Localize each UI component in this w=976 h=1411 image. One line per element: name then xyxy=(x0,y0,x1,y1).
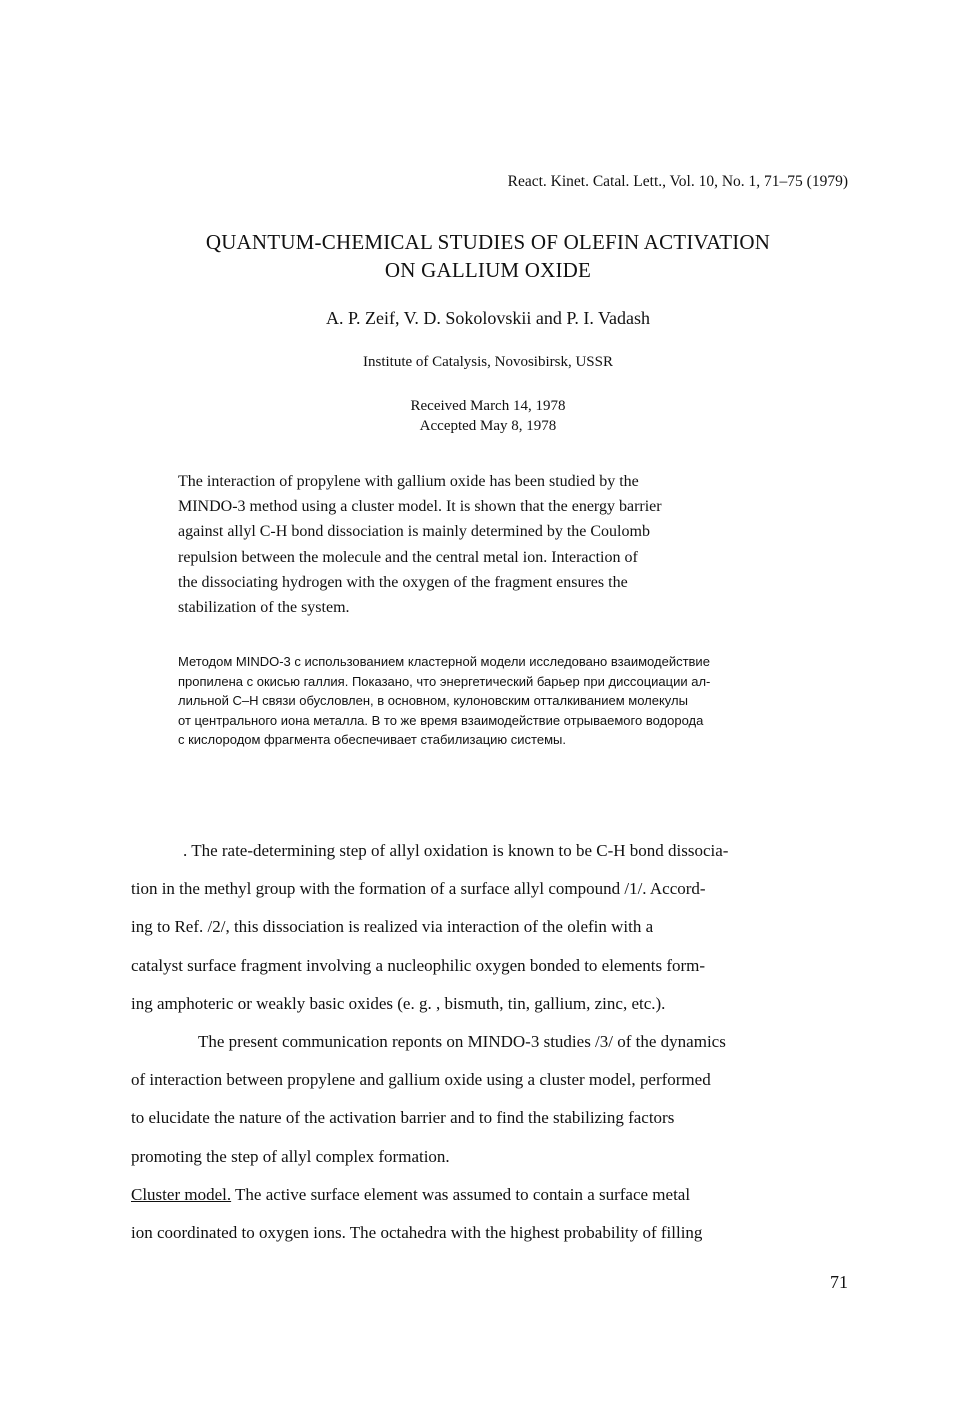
abstract-en-line: the dissociating hydrogen with the oxygen of the fragment ensures the xyxy=(178,573,628,591)
body-line-rest: The active surface element was assumed to contain a surface metal xyxy=(231,1184,691,1204)
abstract-ru-line: Методом MINDO-3 с использованием кластерной модели исследовано взаимодействие xyxy=(178,654,710,669)
abstract-ru-line: пропилена с окисью галлия. Показано, что энергетический барьер при диссоциации ал- xyxy=(178,673,711,689)
abstract-russian xyxy=(178,652,868,750)
received-date: Received March 14, 1978 xyxy=(410,398,566,414)
authors: A. P. Zeif, V. D. Sokolovskii and P. I. Vadash xyxy=(325,308,651,328)
abstract-english xyxy=(178,469,858,620)
body-line xyxy=(131,1176,891,1214)
body-line: catalyst surface fragment involving a nucleophilic oxygen bonded to elements form- xyxy=(131,955,706,975)
body-line: promoting the step of allyl complex formation. xyxy=(131,1146,450,1166)
abstract-en-line: MINDO-3 method using a cluster model. It is shown that the energy barrier xyxy=(178,498,662,516)
abstract-ru-line: лильной C–H связи обусловлен, в основном, кулоновским отталкиванием молекулы xyxy=(178,693,688,708)
body-line: The present communication reponts on MINDO-3 studies /3/ of the dynamics xyxy=(198,1032,726,1052)
body-line: to elucidate the nature of the activation barrier and to find the stabilizing factors xyxy=(131,1108,675,1128)
abstract-en-line: stabilization of the system. xyxy=(178,599,350,617)
abstract-ru-line: с кислородом фрагмента обеспечивает стабилизацию системы. xyxy=(178,732,566,747)
body-line: ion coordinated to oxygen ions. The octahedra with the highest probability of filling xyxy=(131,1223,703,1243)
journal-citation: React. Kinet. Catal. Lett., Vol. 10, No. 1, 71–75 (1979) xyxy=(507,173,848,190)
abstract-en-line: against allyl C-H bond dissociation is mainly determined by the Coulomb xyxy=(178,523,650,541)
body-line: of interaction between propylene and gallium oxide using a cluster model, performed xyxy=(131,1070,711,1090)
abstract-ru-line: от центрального иона металла. В то же время взаимодействие отрываемого водорода xyxy=(178,712,704,728)
accepted-date: Accepted May 8, 1978 xyxy=(419,418,557,434)
body-line: tion in the methyl group with the formation of a surface allyl compound /1/. Accord- xyxy=(131,879,706,899)
institute: Institute of Catalysis, Novosibirsk, USSR xyxy=(362,354,613,370)
body-line: ing amphoteric or weakly basic oxides (e. g. , bismuth, tin, gallium, zinc, etc.). xyxy=(131,993,666,1013)
body-line: . The rate-determining step of allyl oxidation is known to be C-H bond dissocia- xyxy=(183,841,729,860)
body-text xyxy=(131,832,891,1252)
title-line-1: QUANTUM-CHEMICAL STUDIES OF OLEFIN ACTIVATION xyxy=(205,230,771,254)
section-heading-cluster-model: Cluster model. xyxy=(131,1184,232,1204)
abstract-en-line: repulsion between the molecule and the central metal ion. Interaction of xyxy=(178,548,638,566)
paper-title xyxy=(0,228,976,284)
page-number: 71 xyxy=(830,1272,848,1292)
abstract-en-line: The interaction of propylene with gallium oxide has been studied by the xyxy=(178,473,639,490)
submission-dates xyxy=(0,396,976,436)
title-line-2: ON GALLIUM OXIDE xyxy=(384,258,592,282)
body-line: ing to Ref. /2/, this dissociation is realized via interaction of the olefin with a xyxy=(131,917,654,937)
